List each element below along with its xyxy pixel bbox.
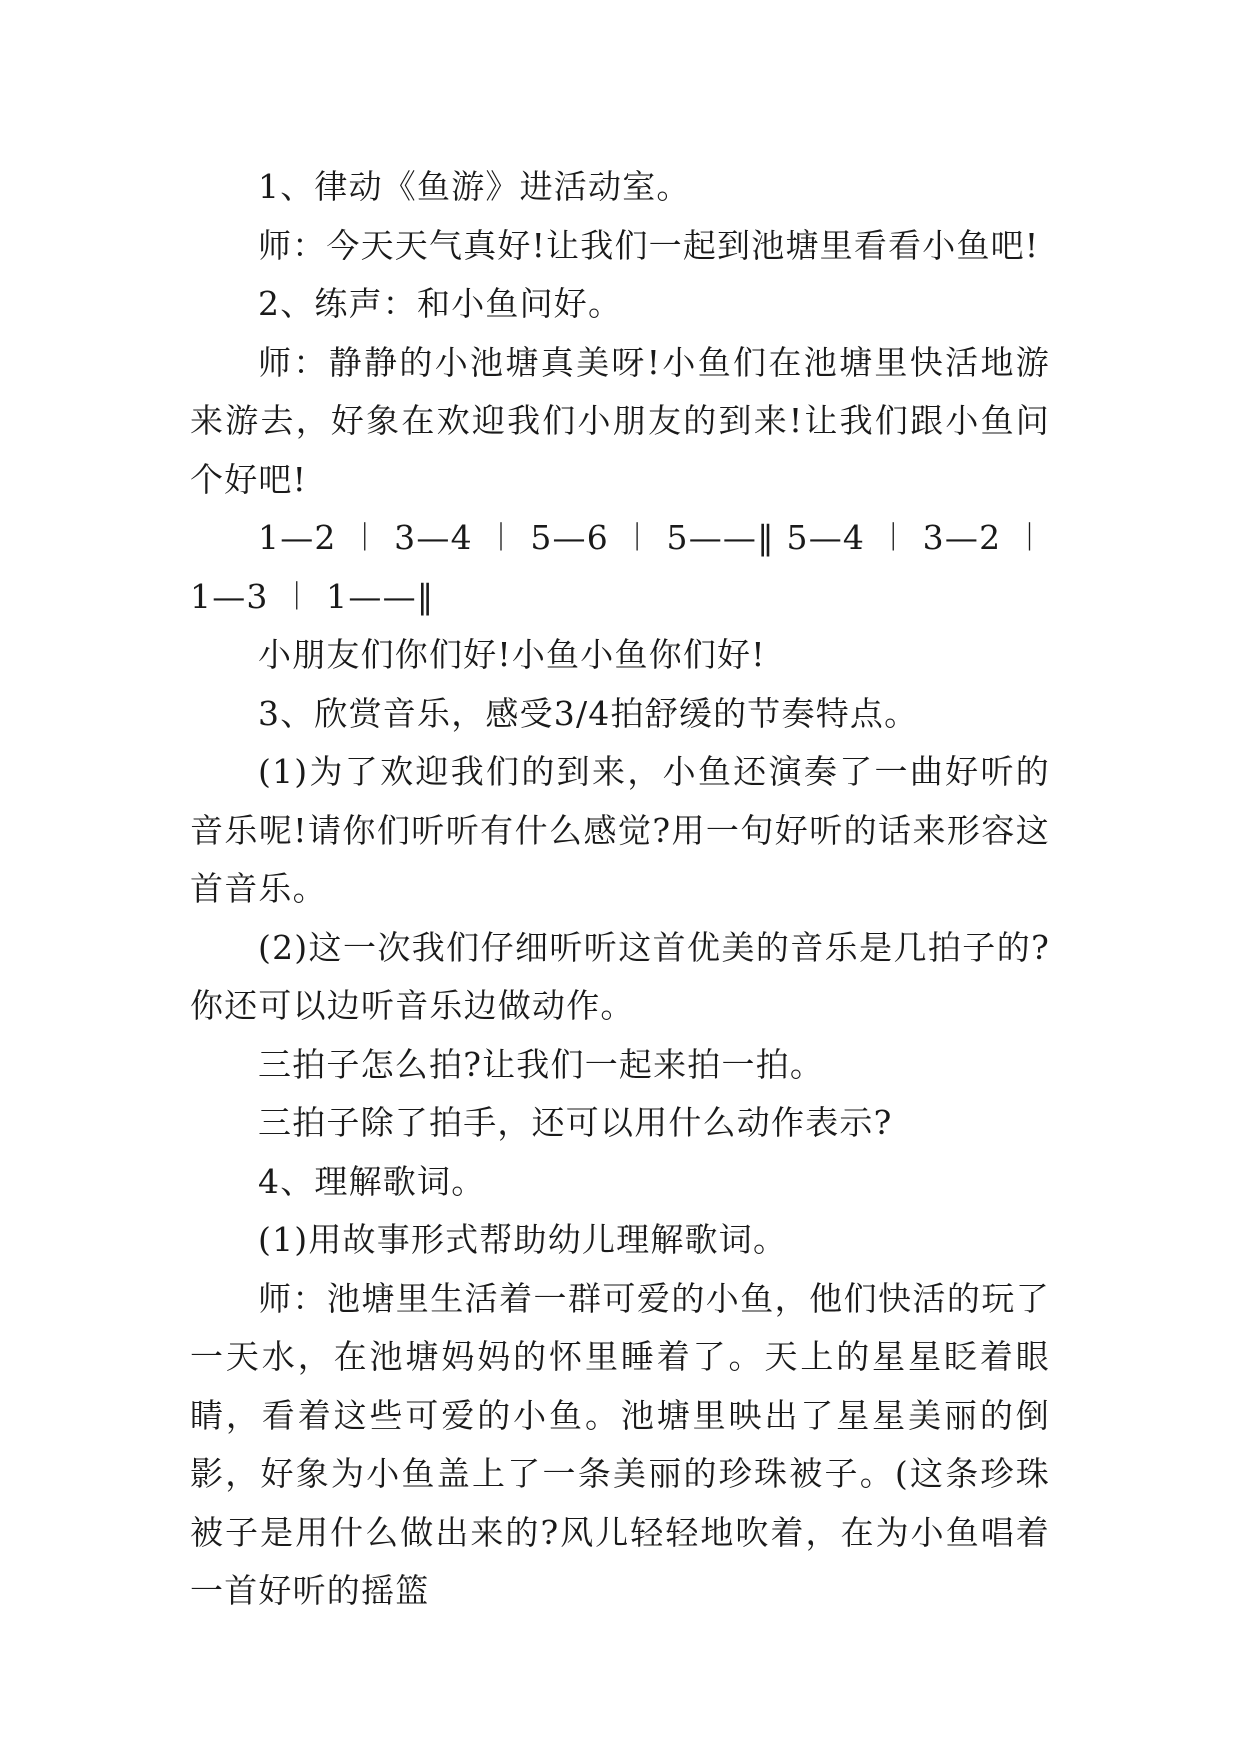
paragraph-understand-lyrics: 4、理解歌词。	[258, 1161, 486, 1201]
paragraph-teacher-greeting: 师：今天天气真好!让我们一起到池塘里看看小鱼吧!	[258, 225, 1040, 265]
paragraph-children-reply: 小朋友们你们好!小鱼小鱼你们好!	[258, 635, 766, 674]
paragraph-vocal-practice: 2、练声：和小鱼问好。	[258, 284, 623, 323]
paragraph-question-1: (1)为了欢迎我们的到来，小鱼还演奏了一曲好听的音乐呢!请你们听听有什么感觉?用一句好听的话来形容这首音乐。	[190, 752, 1050, 908]
paragraph-triple-meter-actions: 三拍子除了拍手，还可以用什么动作表示?	[258, 1103, 893, 1142]
document-body	[190, 158, 1050, 1621]
paragraph-teacher-story: 师：池塘里生活着一群可爱的小鱼，他们快活的玩了一天水，在池塘妈妈的怀里睡着了。天上的星星眨着眼睛，看着这些可爱的小鱼。池塘里映出了星星美丽的倒影，好象为小鱼盖上了一条美丽的珍珠被子。(这条珍珠被子是用什么做出来的?风儿轻轻地吹着，在为小鱼唱着一首好听的摇篮	[190, 1278, 1050, 1610]
paragraph-music-notation: 1—2 ︱ 3—4 ︱ 5—6 ︱ 5——‖ 5—4 ︱ 3—2 ︱ 1—3 ︱ 1——‖	[190, 518, 1048, 616]
paragraph-activity-entry: 1、律动《鱼游》进活动室。	[258, 167, 691, 206]
paragraph-triple-meter-clap: 三拍子怎么拍?让我们一起来拍一拍。	[258, 1044, 825, 1084]
paragraph-music-appreciation: 3、欣赏音乐，感受3/4拍舒缓的节奏特点。	[258, 693, 919, 733]
paragraph-story-method: (1)用故事形式帮助幼儿理解歌词。	[258, 1220, 788, 1259]
paragraph-question-2: (2)这一次我们仔细听听这首优美的音乐是几拍子的?你还可以边听音乐边做动作。	[190, 927, 1050, 1025]
paragraph-teacher-pond: 师：静静的小池塘真美呀!小鱼们在池塘里快活地游来游去，好象在欢迎我们小朋友的到来!让我们跟小鱼问个好吧!	[190, 342, 1050, 499]
